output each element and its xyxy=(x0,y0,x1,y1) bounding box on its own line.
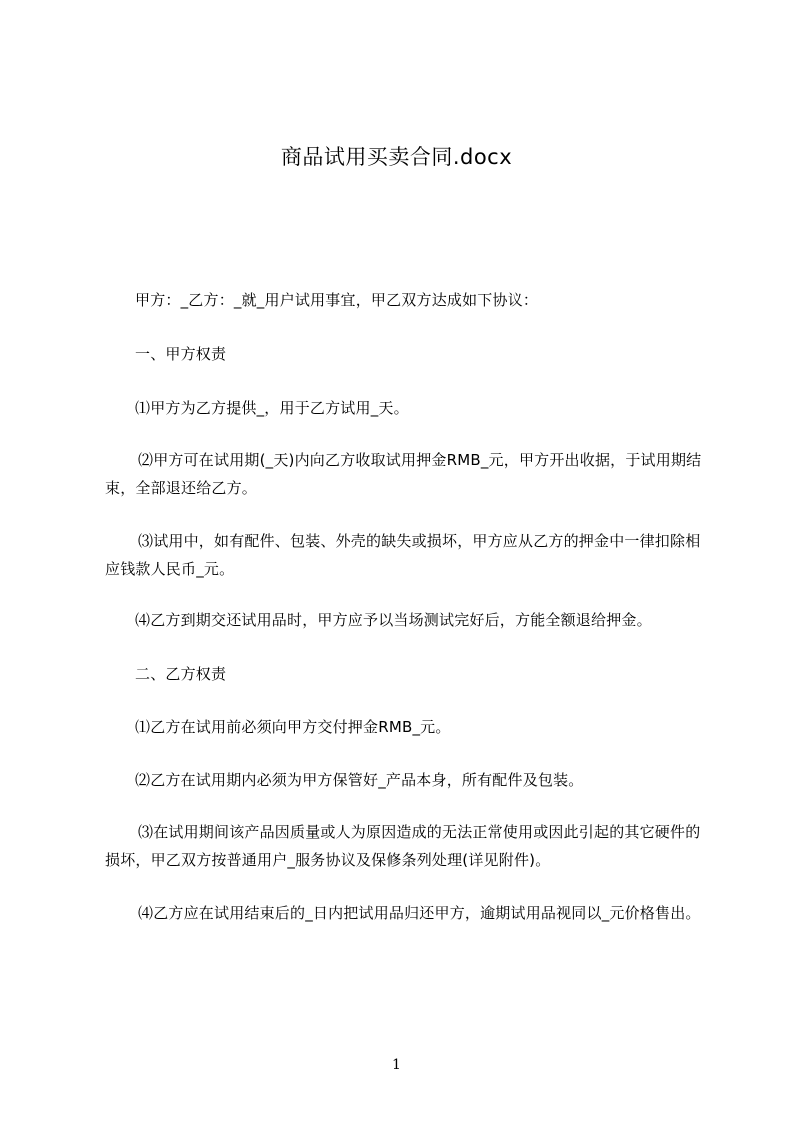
section-1-item-3: ⑶试用中，如有配件、包装、外壳的缺失或损坏，甲方应从乙方的押金中一律扣除相应钱款人民币_元。 xyxy=(105,532,701,578)
section-1-item-2: ⑵甲方可在试用期(_天)内向乙方收取试用押金RMB_元，甲方开出收据，于试用期结束，全部退还给乙方。 xyxy=(105,451,702,497)
section-1-item-1: ⑴甲方为乙方提供_，用于乙方试用_天。 xyxy=(135,399,409,417)
section-2-heading: 二、乙方权责 xyxy=(135,665,227,683)
page-number: 1 xyxy=(392,1057,401,1073)
section-2-item-4: ⑷乙方应在试用结束后的_日内把试用品归还甲方，逾期试用品视同以_元价格售出。 xyxy=(138,904,701,922)
section-2-item-3: ⑶在试用期间该产品因质量或人为原因造成的无法正常使用或因此引起的其它硬件的损坏，甲乙双方按普通用户_服务协议及保修条列处理(详见附件)。 xyxy=(105,823,701,869)
section-1-heading: 一、甲方权责 xyxy=(135,345,227,363)
intro-paragraph: 甲方：_乙方：_就_用户试用事宜，甲乙双方达成如下协议： xyxy=(135,291,539,309)
section-2-item-1: ⑴乙方在试用前必须向甲方交付押金RMB_元。 xyxy=(135,718,451,736)
section-2-item-2: ⑵乙方在试用期内必须为甲方保管好_产品本身，所有配件及包装。 xyxy=(135,771,584,789)
document-title: 商品试用买卖合同.docx xyxy=(280,145,513,169)
section-1-item-4: ⑷乙方到期交还试用品时，甲方应予以当场测试完好后，方能全额退给押金。 xyxy=(135,611,652,629)
